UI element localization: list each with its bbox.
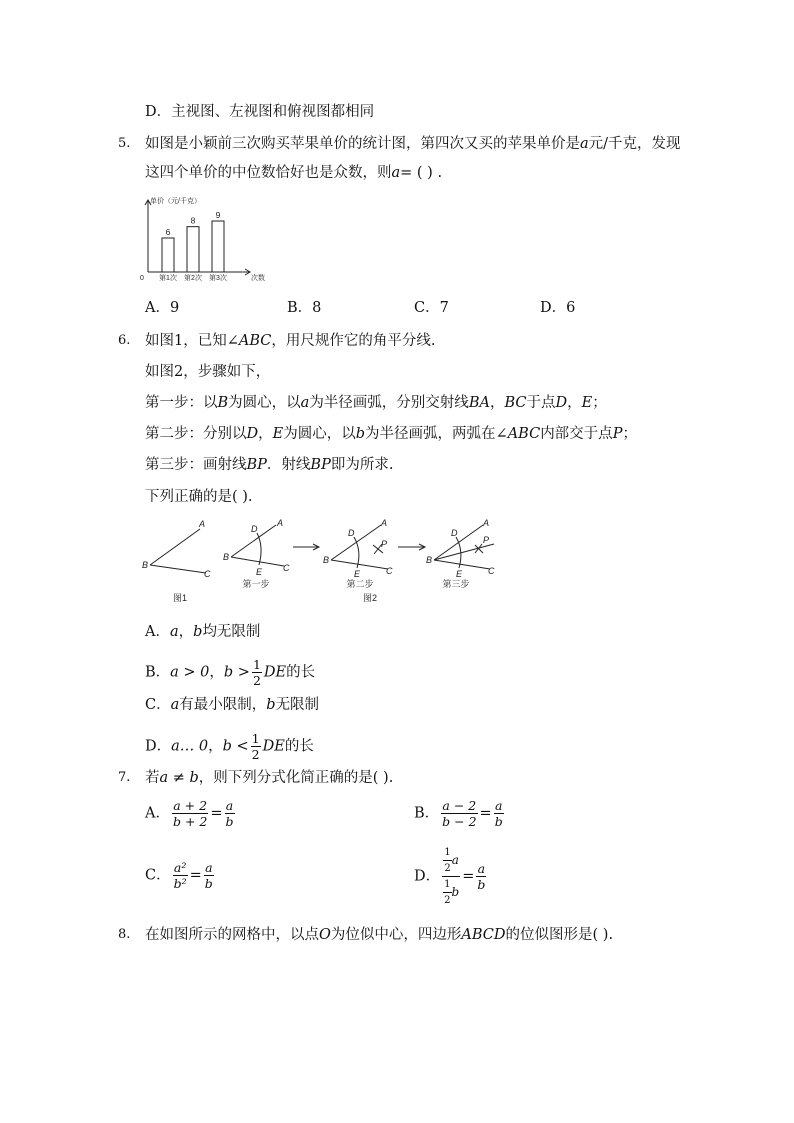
q7-option-b: B． $\frac{a - 2}{b - 2}$ = $\frac{a}{b}$ bbox=[414, 798, 503, 829]
bar-3 bbox=[212, 221, 224, 272]
q6-option-a: A．a，b均无限制 bbox=[145, 624, 261, 640]
fig2-caption: 图2 bbox=[362, 593, 378, 603]
q6-construction-figures bbox=[138, 515, 508, 607]
q6-question: 下列正确的是( ). bbox=[145, 489, 253, 505]
fig1-caption: 图1 bbox=[172, 593, 188, 603]
bar-1 bbox=[162, 238, 174, 272]
step1-label-e: E bbox=[256, 567, 263, 577]
q6-option-b: B．a > 0，b > $\frac{1}{2}$ DE的长 bbox=[145, 657, 316, 688]
step2-label-d: D bbox=[348, 528, 355, 538]
step2-label-c: C bbox=[386, 566, 393, 576]
q6-option-d: D．a… 0，b < $\frac{1}{2}$ DE的长 bbox=[145, 731, 314, 762]
step3-label-a: A bbox=[483, 518, 490, 528]
bar-2 bbox=[187, 227, 199, 272]
q5-option-d: D．6 bbox=[540, 300, 576, 316]
fig1-label-b: B bbox=[142, 560, 149, 570]
step2-label-e: E bbox=[354, 569, 361, 579]
bar-category-1: 第1次 bbox=[159, 275, 177, 282]
step3-label-e: E bbox=[456, 569, 463, 579]
q6-stem-line2: 如图2，步骤如下， bbox=[145, 364, 271, 380]
q5-number: 5. bbox=[118, 136, 131, 151]
step3-label-p: P bbox=[483, 535, 490, 545]
q6-option-c: C．a有最小限制，b无限制 bbox=[145, 697, 320, 713]
q6-number: 6. bbox=[118, 333, 131, 348]
bar-category-3: 第3次 bbox=[209, 275, 227, 282]
q8-stem: 在如图所示的网格中，以点O为位似中心，四边形ABCD的位似图形是( ). bbox=[145, 927, 614, 943]
q6-stem-line1: 如图1，已知∠ABC，用尺规作它的角平分线. bbox=[145, 333, 436, 349]
q6d-fraction: $\frac{1}{2}$ bbox=[251, 731, 260, 762]
q8-number: 8. bbox=[118, 927, 131, 942]
q4-option-d: D．主视图、左视图和俯视图都相同 bbox=[145, 104, 375, 120]
bar-category-2: 第2次 bbox=[184, 275, 202, 282]
q7-option-a: A． $\frac{a + 2}{b + 2}$ = $\frac{a}{b}$ bbox=[145, 798, 234, 829]
step1-caption: 第一步 bbox=[242, 579, 270, 589]
fig1-label-c: C bbox=[204, 569, 211, 579]
step2-label-p: P bbox=[381, 539, 388, 549]
q7-number: 7. bbox=[118, 770, 131, 785]
step2-label-b: B bbox=[323, 555, 330, 565]
x-axis-label: 次数 bbox=[251, 275, 265, 282]
step1-label-b: B bbox=[223, 552, 230, 562]
step3-label-b: B bbox=[426, 555, 433, 565]
bar-value-2: 8 bbox=[190, 215, 196, 226]
bar-value-3: 9 bbox=[215, 210, 221, 220]
step3-label-c: C bbox=[488, 566, 495, 576]
q7-option-d: D． $\frac{1}{2}$ a $\frac{1}{2}$ b = $\frac{a}{b}$ bbox=[414, 847, 486, 906]
q7-option-c: C． $\frac{\text{a²}}{\text{b²}}$ = $\frac{a}{b}$ bbox=[145, 860, 213, 891]
q5-option-b: B．8 bbox=[287, 300, 322, 316]
q5-bar-chart bbox=[138, 192, 268, 284]
q5-option-a: A．9 bbox=[145, 300, 180, 316]
step1-label-d: D bbox=[251, 524, 258, 534]
step3-label-d: D bbox=[451, 528, 458, 538]
origin-label: 0 bbox=[140, 275, 144, 282]
fig1-label-a: A bbox=[199, 519, 206, 529]
step3-caption: 第三步 bbox=[442, 579, 470, 589]
step2-caption: 第二步 bbox=[346, 579, 374, 589]
y-axis-label: 单价（元/千克） bbox=[150, 198, 201, 205]
q6-step2: 第二步：分别以D，E为圆心，以b为半径画弧，两弧在∠ABC内部交于点P； bbox=[145, 426, 637, 442]
step1-label-c: C bbox=[283, 563, 290, 573]
q6b-fraction: $\frac{1}{2}$ bbox=[252, 657, 261, 688]
step1-label-a: A bbox=[277, 518, 284, 528]
q6-step1: 第一步：以B为圆心，以a为半径画弧，分别交射线BA，BC于点D，E； bbox=[145, 395, 607, 411]
bar-value-1: 6 bbox=[165, 227, 171, 237]
q7-stem: 若a ≠ b，则下列分式化简正确的是( ). bbox=[145, 770, 394, 786]
step2-label-a: A bbox=[381, 518, 388, 528]
q5-option-c: C．7 bbox=[414, 300, 449, 316]
q6-step3: 第三步：画射线BP．射线BP即为所求. bbox=[145, 457, 394, 473]
q5-stem-line2: 这四个单价的中位数恰好也是众数，则a= ( ) . bbox=[145, 165, 443, 181]
q5-stem-line1: 如图是小颖前三次购买苹果单价的统计图，第四次又买的苹果单价是a元/千克，发现 bbox=[145, 136, 681, 152]
